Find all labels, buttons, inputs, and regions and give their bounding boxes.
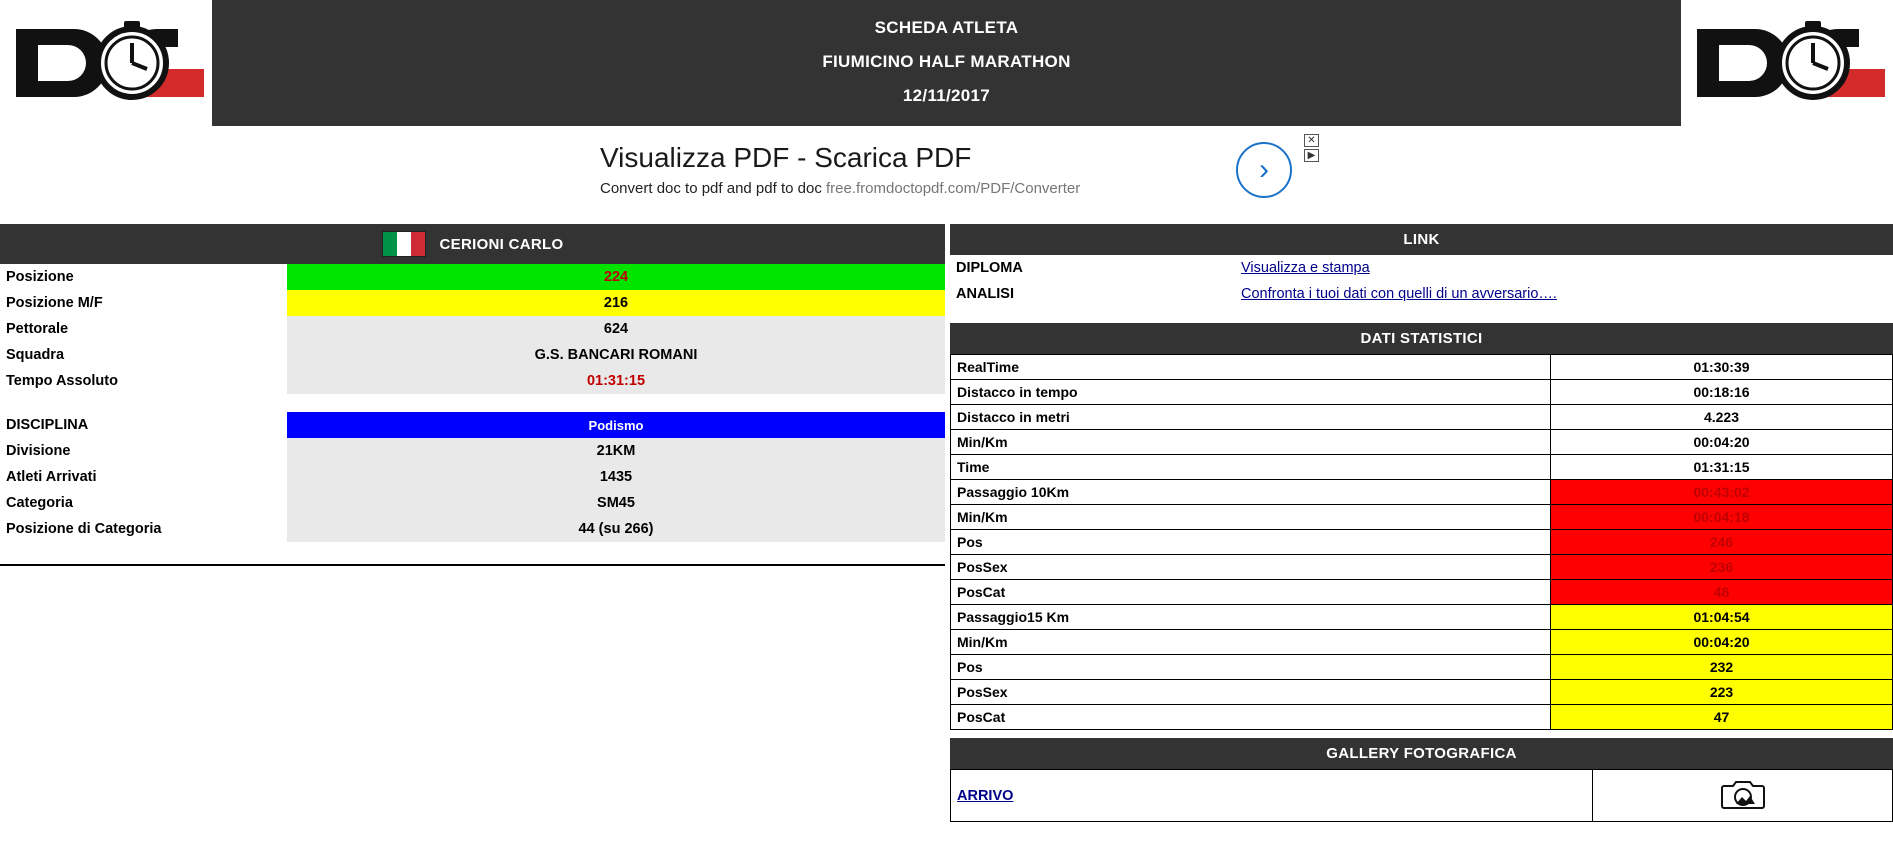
table-row — [951, 630, 1893, 655]
table-row — [0, 412, 945, 438]
gallery-link-cell[interactable] — [951, 770, 1593, 822]
link-label-diploma: DIPLOMA — [950, 255, 1235, 281]
ad-info-icon[interactable]: ▶ — [1304, 149, 1319, 162]
stat-value: 223 — [1551, 680, 1893, 705]
stat-name: Pos — [951, 655, 1551, 680]
header-title-block — [212, 0, 1681, 126]
link-label-analisi: ANALISI — [950, 281, 1235, 307]
ad-content[interactable] — [588, 132, 1328, 208]
section-divider — [0, 564, 945, 566]
row-label: Categoria — [0, 490, 287, 516]
link-cell-analisi[interactable] — [1235, 281, 1893, 307]
link-cell-diploma[interactable] — [1235, 255, 1893, 281]
ad-choices-controls[interactable] — [1304, 134, 1320, 162]
table-row — [951, 380, 1893, 405]
stat-value: 48 — [1551, 580, 1893, 605]
table-row — [951, 505, 1893, 530]
stat-name: Pos — [951, 530, 1551, 555]
row-label: DISCIPLINA — [0, 412, 287, 438]
stat-name: Time — [951, 455, 1551, 480]
stat-value: 00:04:20 — [1551, 630, 1893, 655]
table-row — [951, 530, 1893, 555]
ad-url[interactable]: free.fromdoctopdf.com/PDF/Converter — [826, 179, 1081, 197]
table-row — [951, 430, 1893, 455]
header-line-3: 12/11/2017 — [902, 86, 991, 105]
row-label: Atleti Arrivati — [0, 464, 287, 490]
row-value: 21KM — [287, 438, 945, 464]
table-row — [0, 464, 945, 490]
link-analisi[interactable]: Confronta i tuoi dati con quelli di un avversario…. — [1241, 286, 1557, 302]
link-table — [950, 255, 1893, 307]
advertisement-banner[interactable] — [0, 126, 1893, 224]
row-label: Posizione M/F — [0, 290, 287, 316]
stat-name: Distacco in tempo — [951, 380, 1551, 405]
stat-name: PosCat — [951, 705, 1551, 730]
stat-name: RealTime — [951, 355, 1551, 380]
dc-logo-right-icon — [1689, 7, 1885, 119]
dc-logo-left-icon — [8, 7, 204, 119]
table-row — [951, 680, 1893, 705]
logo-left-container — [0, 0, 212, 126]
table-row — [0, 342, 945, 368]
table-row — [950, 281, 1893, 307]
table-row — [950, 255, 1893, 281]
photo-gallery-icon[interactable] — [1721, 777, 1765, 814]
stat-value: 232 — [1551, 655, 1893, 680]
ad-title[interactable]: Visualizza PDF - Scarica PDF — [600, 142, 972, 174]
row-value: Podismo — [287, 412, 945, 438]
row-value: 1435 — [287, 464, 945, 490]
page-header — [0, 0, 1893, 126]
details-panel — [950, 224, 1893, 822]
stat-value: 01:04:54 — [1551, 605, 1893, 630]
stat-name: PosCat — [951, 580, 1551, 605]
table-row — [951, 405, 1893, 430]
ad-subtitle-text: Convert doc to pdf and pdf to doc — [600, 179, 822, 197]
stat-name: Distacco in metri — [951, 405, 1551, 430]
table-row — [0, 490, 945, 516]
stat-name: Min/Km — [951, 630, 1551, 655]
row-value: 44 (su 266) — [287, 516, 945, 542]
row-label: Posizione — [0, 264, 287, 290]
stat-value: 00:18:16 — [1551, 380, 1893, 405]
table-row — [951, 705, 1893, 730]
table-row — [951, 580, 1893, 605]
stat-name: Min/Km — [951, 505, 1551, 530]
stat-name: Min/Km — [951, 430, 1551, 455]
link-diploma[interactable]: Visualizza e stampa — [1241, 260, 1370, 276]
row-label: Divisione — [0, 438, 287, 464]
table-row — [951, 355, 1893, 380]
stat-name: PosSex — [951, 555, 1551, 580]
italy-flag-icon — [382, 231, 426, 257]
gallery-icon-cell[interactable] — [1593, 770, 1893, 822]
table-row — [0, 316, 945, 342]
table-row — [951, 770, 1893, 822]
ad-text-block — [588, 143, 1236, 197]
stat-value: 00:04:20 — [1551, 430, 1893, 455]
table-row — [0, 516, 945, 542]
row-value: 01:31:15 — [287, 368, 945, 394]
row-value: SM45 — [287, 490, 945, 516]
table-row — [951, 480, 1893, 505]
gallery-link-arrivo[interactable]: ARRIVO — [957, 788, 1014, 804]
statistics-table — [950, 354, 1893, 730]
row-value: 624 — [287, 316, 945, 342]
stat-value: 236 — [1551, 555, 1893, 580]
stat-value: 4.223 — [1551, 405, 1893, 430]
link-section-title: LINK — [950, 224, 1893, 255]
stat-name: Passaggio15 Km — [951, 605, 1551, 630]
athlete-summary-table — [0, 264, 945, 542]
athlete-name: CERIONI CARLO — [439, 235, 564, 253]
logo-right-container — [1681, 0, 1893, 126]
header-line-2: FIUMICINO HALF MARATHON — [822, 52, 1071, 71]
gallery-section-title: GALLERY FOTOGRAFICA — [950, 738, 1893, 769]
stat-value: 47 — [1551, 705, 1893, 730]
table-row — [0, 290, 945, 316]
main-content — [0, 224, 1893, 822]
table-row — [951, 455, 1893, 480]
table-row — [0, 264, 945, 290]
spacer-row — [0, 394, 945, 412]
stat-value: 01:30:39 — [1551, 355, 1893, 380]
row-value: 216 — [287, 290, 945, 316]
table-row — [951, 655, 1893, 680]
table-row — [0, 368, 945, 394]
stat-value: 246 — [1551, 530, 1893, 555]
stats-section-title: DATI STATISTICI — [950, 323, 1893, 354]
row-label: Posizione di Categoria — [0, 516, 287, 542]
table-row — [0, 438, 945, 464]
stat-name: Passaggio 10Km — [951, 480, 1551, 505]
row-label: Tempo Assoluto — [0, 368, 287, 394]
athlete-panel — [0, 224, 945, 566]
table-row — [951, 605, 1893, 630]
row-value: 224 — [287, 264, 945, 290]
table-row — [951, 555, 1893, 580]
row-value: G.S. BANCARI ROMANI — [287, 342, 945, 368]
stat-value: 00:04:18 — [1551, 505, 1893, 530]
gallery-table — [950, 769, 1893, 822]
stat-value: 00:43:02 — [1551, 480, 1893, 505]
row-label: Pettorale — [0, 316, 287, 342]
stat-name: PosSex — [951, 680, 1551, 705]
header-line-1: SCHEDA ATLETA — [874, 18, 1019, 37]
ad-subtitle — [600, 180, 1236, 197]
row-label: Squadra — [0, 342, 287, 368]
athlete-name-bar — [0, 224, 945, 264]
ad-next-arrow-icon[interactable]: › — [1236, 142, 1292, 198]
ad-close-icon[interactable]: ✕ — [1304, 134, 1319, 147]
stat-value: 01:31:15 — [1551, 455, 1893, 480]
